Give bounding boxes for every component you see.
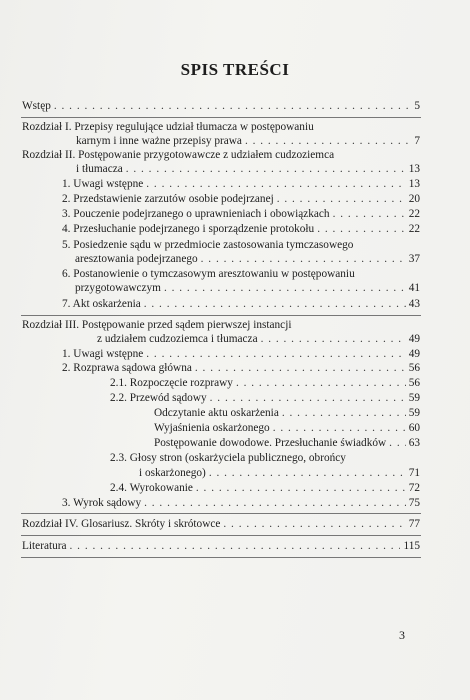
toc-entry-r2-6-line1: 6. Postanowienie o tymczasowym aresztowaniu w postępowaniu <box>62 268 355 280</box>
toc-label: 2.1. Rozpoczęcie rozprawy <box>110 377 233 389</box>
toc-page-number: 20 <box>408 193 420 205</box>
toc-page-number: 41 <box>408 282 420 294</box>
toc-leader <box>126 163 406 176</box>
toc-leader <box>54 100 411 113</box>
page-title: SPIS TREŚCI <box>180 60 290 79</box>
toc-label: 3. Pouczenie podejrzanego o uprawnieniach i obowiązkach <box>62 208 330 220</box>
toc-leader <box>201 253 406 266</box>
toc-page-number: 72 <box>408 482 420 494</box>
toc-page-number: 63 <box>408 437 420 449</box>
divider <box>21 315 421 316</box>
toc-entry-wstep <box>22 100 420 113</box>
divider <box>21 117 421 118</box>
toc-label: 2.2. Przewód sądowy <box>110 392 207 404</box>
toc-label: Odczytanie aktu oskarżenia <box>154 407 279 419</box>
toc-label: Wstęp <box>22 100 51 112</box>
toc-leader <box>245 135 411 148</box>
toc-entry-r3-2 <box>62 362 420 375</box>
toc-leader <box>273 422 406 435</box>
toc-label: 4. Przesłuchanie podejrzanego i sporządzenie protokołu <box>62 223 315 235</box>
toc-leader <box>261 333 406 346</box>
toc-leader <box>389 437 406 450</box>
toc-label: i tłumacza <box>76 163 123 175</box>
toc-page-number: 59 <box>408 407 420 419</box>
toc-page-number: 71 <box>408 467 420 479</box>
toc-entry-r2-5-line1: 5. Posiedzenie sądu w przedmiocie zastosowania tymczasowego <box>62 239 354 251</box>
toc-entry-r2-2 <box>62 193 420 206</box>
toc-label: i oskarżonego) <box>139 467 206 479</box>
toc-entry-r2-4 <box>62 223 420 236</box>
toc-entry-r3-3 <box>62 497 420 510</box>
toc-entry-r2-1 <box>62 178 420 191</box>
toc-page-number: 43 <box>408 298 420 310</box>
toc-label: aresztowania podejrzanego <box>75 253 198 265</box>
toc-label: Literatura <box>22 540 67 552</box>
toc-leader <box>144 298 406 311</box>
toc-leader <box>70 540 401 553</box>
toc-entry-r2-line1: Rozdział II. Postępowanie przygotowawcze z udziałem cudzoziemca <box>22 149 335 161</box>
toc-page-number: 56 <box>408 362 420 374</box>
toc-leader <box>144 497 406 510</box>
toc-leader <box>210 392 406 405</box>
toc-entry-r2-6 <box>75 282 420 295</box>
toc-entry-literatura <box>22 540 420 553</box>
toc-leader <box>317 223 405 236</box>
toc-page-number: 13 <box>408 163 420 175</box>
toc-page-number: 77 <box>408 518 420 530</box>
toc-entry-r3-2-1 <box>110 377 420 390</box>
toc-page-number: 115 <box>403 540 420 552</box>
toc-leader <box>196 482 406 495</box>
toc-entry-r3-line1: Rozdział III. Postępowanie przed sądem pierwszej instancji <box>22 319 292 331</box>
toc-entry-r3 <box>97 333 420 346</box>
toc-entry-r1-line1: Rozdział I. Przepisy regulujące udział tłumacza w postępowaniu <box>22 121 314 133</box>
toc-leader <box>333 208 406 221</box>
toc-page-number: 13 <box>408 178 420 190</box>
toc-entry-r2-5 <box>75 253 420 266</box>
toc-entry-r3-2-3-line1: 2.3. Głosy stron (oskarżyciela publicznego, obrońcy <box>110 452 346 464</box>
toc-leader <box>164 282 406 295</box>
toc-label: Wyjaśnienia oskarżonego <box>154 422 270 434</box>
toc-label: 2. Rozprawa sądowa główna <box>62 362 192 374</box>
toc-page-number: 22 <box>408 208 420 220</box>
toc-page-number: 49 <box>408 333 420 345</box>
toc-leader <box>282 407 406 420</box>
toc-entry-r1 <box>76 135 420 148</box>
toc-label: 2.4. Wyrokowanie <box>110 482 193 494</box>
page-number: 3 <box>399 628 405 642</box>
toc-entry-r3-2-2 <box>110 392 420 405</box>
toc-page-number: 22 <box>408 223 420 235</box>
toc-leader <box>195 362 406 375</box>
toc-page-number: 75 <box>408 497 420 509</box>
toc-page-number: 60 <box>408 422 420 434</box>
toc-label: przygotowawczym <box>75 282 161 294</box>
toc-label: 2. Przedstawienie zarzutów osobie podejrzanej <box>62 193 274 205</box>
toc-entry-r3-2-2-a <box>154 407 420 420</box>
toc-page-number: 59 <box>408 392 420 404</box>
toc-leader <box>223 518 405 531</box>
toc-label: karnym i inne ważne przepisy prawa <box>76 135 242 147</box>
toc-page-number: 49 <box>408 348 420 360</box>
toc-entry-r3-2-3 <box>139 467 420 480</box>
toc-entry-r3-1 <box>62 348 420 361</box>
toc-entry-r2 <box>76 163 420 176</box>
toc-label: Rozdział IV. Glosariusz. Skróty i skrótowce <box>22 518 221 530</box>
divider <box>21 513 421 514</box>
toc-leader <box>146 178 405 191</box>
divider <box>21 535 421 536</box>
toc-entry-r2-7 <box>62 298 420 311</box>
toc-leader <box>236 377 406 390</box>
toc-label: 1. Uwagi wstępne <box>62 348 144 360</box>
toc-label: 7. Akt oskarżenia <box>62 298 141 310</box>
divider <box>21 557 421 558</box>
toc-page-number: 56 <box>408 377 420 389</box>
toc-entry-r2-3 <box>62 208 420 221</box>
toc-leader <box>209 467 406 480</box>
toc-entry-r3-2-4 <box>110 482 420 495</box>
toc-label: 1. Uwagi wstępne <box>62 178 144 190</box>
toc-label: Postępowanie dowodowe. Przesłuchanie świadków <box>154 437 387 449</box>
toc-leader <box>146 348 405 361</box>
toc-leader <box>277 193 406 206</box>
toc-entry-r4 <box>22 518 420 531</box>
toc-entry-r3-2-2-b <box>154 422 420 435</box>
toc-page-number: 37 <box>408 253 420 265</box>
toc-entry-r3-2-2-c <box>154 437 420 450</box>
toc-page-number: 7 <box>414 135 420 147</box>
toc-label: 3. Wyrok sądowy <box>62 497 142 509</box>
toc-page-number: 5 <box>414 100 420 112</box>
toc-label: z udziałem cudzoziemca i tłumacza <box>97 333 258 345</box>
